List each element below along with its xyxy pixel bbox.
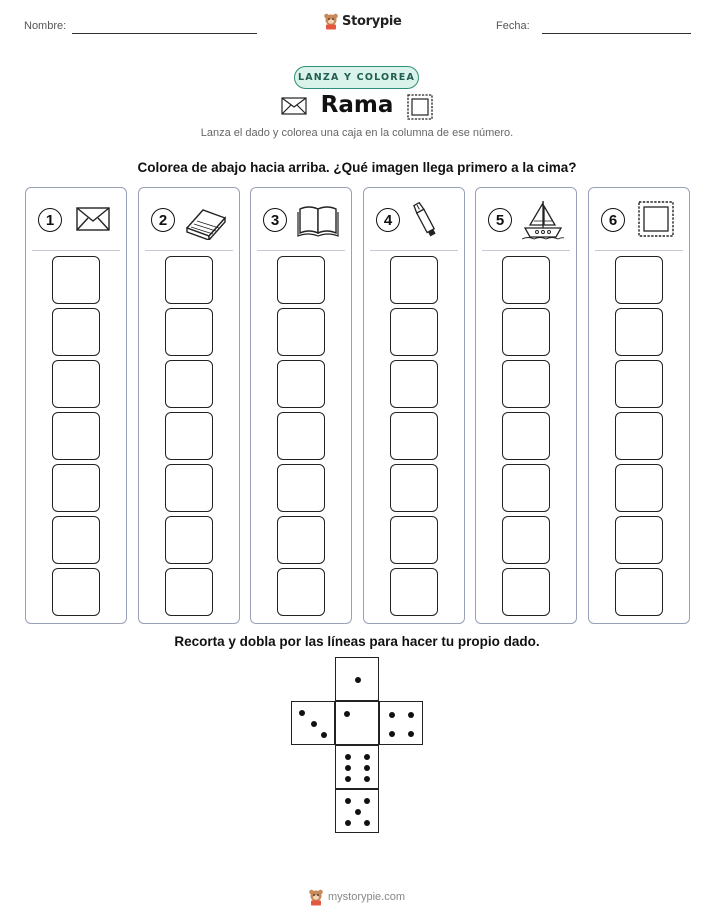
activity-badge: LANZA Y COLOREA bbox=[294, 66, 419, 89]
color-box[interactable] bbox=[165, 464, 213, 512]
pip bbox=[408, 731, 414, 737]
column-header bbox=[364, 200, 464, 240]
date-label: Fecha: bbox=[496, 20, 530, 32]
color-box[interactable] bbox=[502, 308, 550, 356]
column-header bbox=[476, 200, 576, 240]
color-box[interactable] bbox=[502, 360, 550, 408]
column-header bbox=[139, 200, 239, 240]
die-face-3 bbox=[291, 701, 335, 745]
color-box[interactable] bbox=[390, 568, 438, 616]
color-box[interactable] bbox=[615, 412, 663, 460]
color-box[interactable] bbox=[390, 256, 438, 304]
color-box[interactable] bbox=[165, 256, 213, 304]
column-5 bbox=[475, 187, 577, 624]
pip bbox=[299, 710, 305, 716]
color-box[interactable] bbox=[615, 568, 663, 616]
color-box[interactable] bbox=[165, 568, 213, 616]
column-number: 5 bbox=[488, 208, 512, 232]
column-divider bbox=[257, 250, 345, 251]
column-divider bbox=[32, 250, 120, 251]
bear-mascot-icon bbox=[323, 12, 339, 30]
pip bbox=[344, 711, 350, 717]
pip bbox=[345, 776, 351, 782]
pip bbox=[389, 712, 395, 718]
color-box[interactable] bbox=[165, 360, 213, 408]
pip bbox=[408, 712, 414, 718]
column-header bbox=[251, 200, 351, 240]
die-face-5 bbox=[335, 789, 379, 833]
color-box[interactable] bbox=[277, 308, 325, 356]
color-box[interactable] bbox=[615, 464, 663, 512]
color-box[interactable] bbox=[615, 308, 663, 356]
pip bbox=[364, 820, 370, 826]
color-box[interactable] bbox=[277, 360, 325, 408]
book-open-icon bbox=[295, 200, 341, 240]
column-2 bbox=[138, 187, 240, 624]
footer bbox=[308, 888, 405, 906]
column-header bbox=[26, 200, 126, 240]
die-face-6 bbox=[335, 745, 379, 789]
column-1 bbox=[25, 187, 127, 624]
brand-name: Storypie bbox=[342, 13, 402, 29]
color-box[interactable] bbox=[615, 256, 663, 304]
column-3 bbox=[250, 187, 352, 624]
color-box[interactable] bbox=[165, 516, 213, 564]
die-face-1 bbox=[335, 657, 379, 701]
die-face-4 bbox=[379, 701, 423, 745]
die-face-1 bbox=[335, 701, 379, 745]
color-box[interactable] bbox=[52, 516, 100, 564]
color-box[interactable] bbox=[390, 360, 438, 408]
pip bbox=[364, 776, 370, 782]
color-box[interactable] bbox=[502, 412, 550, 460]
column-divider bbox=[482, 250, 570, 251]
name-label: Nombre: bbox=[24, 20, 67, 32]
color-box[interactable] bbox=[165, 412, 213, 460]
pip bbox=[364, 754, 370, 760]
color-box[interactable] bbox=[502, 516, 550, 564]
pip bbox=[389, 731, 395, 737]
subtitle: Lanza el dado y colorea una caja en la columna de ese número. bbox=[200, 127, 514, 139]
color-box[interactable] bbox=[52, 308, 100, 356]
pip bbox=[364, 798, 370, 804]
name-line[interactable] bbox=[72, 33, 257, 34]
column-divider bbox=[145, 250, 233, 251]
color-box[interactable] bbox=[52, 256, 100, 304]
color-box[interactable] bbox=[502, 256, 550, 304]
color-box[interactable] bbox=[502, 568, 550, 616]
pip bbox=[364, 765, 370, 771]
sailboat-icon bbox=[520, 200, 566, 240]
color-box[interactable] bbox=[615, 360, 663, 408]
color-box[interactable] bbox=[52, 464, 100, 512]
color-box[interactable] bbox=[502, 464, 550, 512]
envelope-icon bbox=[70, 200, 116, 240]
pip bbox=[355, 677, 361, 683]
pip bbox=[345, 820, 351, 826]
color-box[interactable] bbox=[277, 412, 325, 460]
column-header bbox=[589, 200, 689, 240]
color-box[interactable] bbox=[390, 516, 438, 564]
color-box[interactable] bbox=[277, 516, 325, 564]
footer-url[interactable]: mystorypie.com bbox=[328, 891, 406, 903]
page-title: Rama bbox=[320, 92, 394, 118]
color-box[interactable] bbox=[52, 360, 100, 408]
stamp-icon bbox=[406, 93, 434, 121]
pip bbox=[345, 765, 351, 771]
pen-nib-icon bbox=[408, 200, 454, 240]
pip bbox=[355, 809, 361, 815]
column-number: 6 bbox=[601, 208, 625, 232]
column-number: 1 bbox=[38, 208, 62, 232]
color-box[interactable] bbox=[277, 256, 325, 304]
book-closed-icon bbox=[183, 200, 229, 240]
color-box[interactable] bbox=[52, 568, 100, 616]
pip bbox=[345, 798, 351, 804]
stamp-icon bbox=[633, 200, 679, 240]
color-box[interactable] bbox=[277, 568, 325, 616]
color-box[interactable] bbox=[277, 464, 325, 512]
column-divider bbox=[595, 250, 683, 251]
column-number: 4 bbox=[376, 208, 400, 232]
column-4 bbox=[363, 187, 465, 624]
pip bbox=[345, 754, 351, 760]
column-divider bbox=[370, 250, 458, 251]
pip bbox=[311, 721, 317, 727]
color-box[interactable] bbox=[390, 412, 438, 460]
instruction-bottom: Recorta y dobla por las líneas para hacer tu propio dado. bbox=[174, 634, 540, 649]
date-line[interactable] bbox=[542, 33, 691, 34]
instruction-top: Colorea de abajo hacia arriba. ¿Qué imagen llega primero a la cima? bbox=[137, 160, 577, 175]
column-number: 3 bbox=[263, 208, 287, 232]
color-box[interactable] bbox=[390, 464, 438, 512]
brand-logo bbox=[323, 12, 402, 30]
column-6 bbox=[588, 187, 690, 624]
bear-mascot-icon bbox=[308, 888, 324, 906]
color-box[interactable] bbox=[165, 308, 213, 356]
pip bbox=[321, 732, 327, 738]
color-box[interactable] bbox=[615, 516, 663, 564]
color-box[interactable] bbox=[52, 412, 100, 460]
color-box[interactable] bbox=[390, 308, 438, 356]
column-number: 2 bbox=[151, 208, 175, 232]
